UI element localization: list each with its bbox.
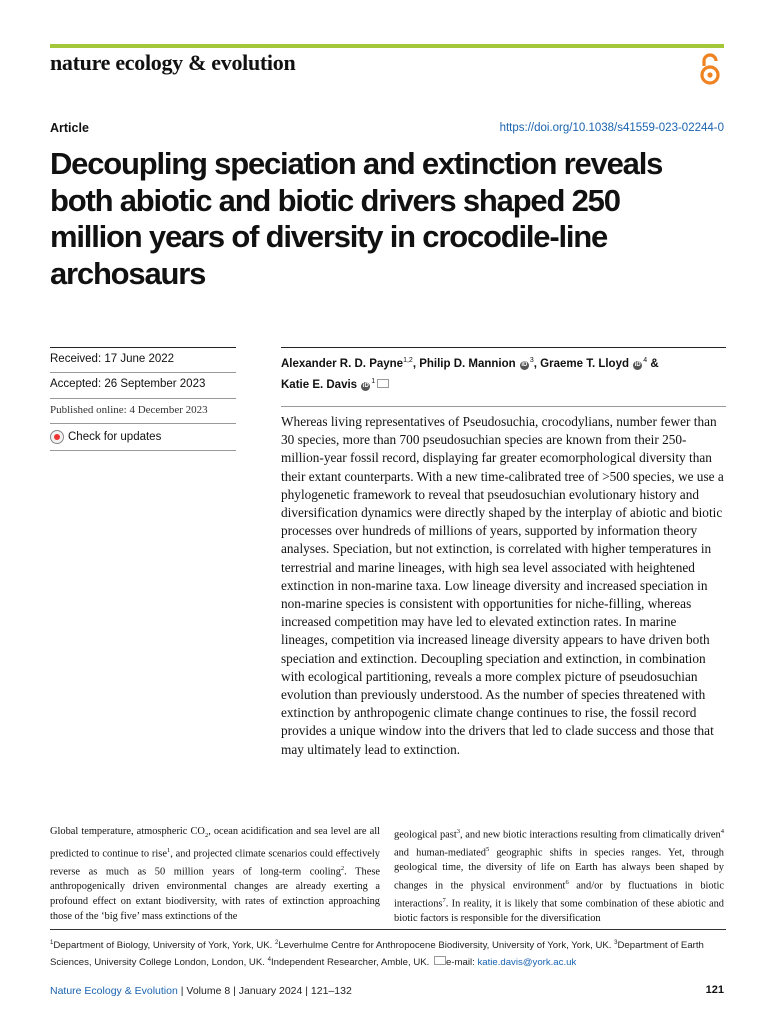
author-list: Alexander R. D. Payne$^{1,2}$, Philip D. Mannion $iD^3$, Graeme T. Lloyd $iD^4$ & Katie E. Davis $iD^1$ xyxy=(281,357,659,391)
meta-divider xyxy=(50,398,236,399)
doi-link[interactable]: https://doi.org/10.1038/s41559-023-02244-0 xyxy=(499,122,724,134)
open-access-icon xyxy=(699,52,721,86)
orcid-icon[interactable]: iD xyxy=(362,382,369,389)
authors-bottom-rule xyxy=(281,406,726,407)
meta-bottom-rule xyxy=(50,450,236,451)
meta-divider xyxy=(50,372,236,373)
page-footer xyxy=(50,985,352,997)
author-name[interactable]: Katie E. Davis xyxy=(281,378,358,391)
header-accent-bar xyxy=(50,44,724,48)
author-name[interactable]: Alexander R. D. Payne xyxy=(281,357,404,370)
email-icon[interactable] xyxy=(377,379,389,388)
check-for-updates-button[interactable] xyxy=(50,430,236,444)
footer-journal[interactable]: Nature Ecology & Evolution xyxy=(50,985,178,997)
published-date: Published online: 4 December 2023 xyxy=(50,404,208,416)
footer-details: | Volume 8 | January 2024 | 121–132 xyxy=(177,985,352,997)
email-link[interactable]: katie.davis@york.ac.uk xyxy=(477,957,577,969)
check-updates-label: Check for updates xyxy=(68,431,162,443)
authors-top-rule xyxy=(281,347,726,348)
abstract: Whereas living representatives of Pseudosuchia, crocodylians, number fewer than 30 species, more than 700 pseudosuchian species are known from their 250-million-year fossil record, displaying far greater ecomorphological diversity than their extant counterparts. With a new time-calibrated tree of >500 species, we use a phylogenetic framework to reveal that pseudosuchian evolutionary history and diversification dynamics were directly shaped by the interplay of abiotic and biotic processes over hundreds of millions of years, supported by information theory analyses. Speciation, but not extinction, is correlated with higher temperatures in terrestrial and marine lineages, with high sea level associated with heightened extinction in non-marine taxa. Low lineage diversity and increased speciation in non-marine species is consistent with opportunities for niche-filling, whereas increased competition may have led to elevated extinction rates. In marine lineages, competition via increased lineage diversity appears to have driven both speciation and extinction. Decoupling speciation and extinction, in combination with ecological partitioning, reveals a more complex picture of pseudosuchian evolution than previously understood. As the number of species threatened with extinction by anthropogenic climate change continues to rise, the fossil record provides a unique window into the drivers that led to clade success and those that may ultimately lead to extinction. xyxy=(281,414,724,757)
orcid-icon[interactable]: iD xyxy=(634,361,641,368)
page-number: 121 xyxy=(705,984,724,996)
author-name[interactable]: Philip D. Mannion xyxy=(419,357,516,370)
body-column-right: geological past$^3$, and new biotic interactions resulting from climatically driven$^4$ and human-mediated$^5$ geographic shifts in species ranges. Yet, through geological time, the diversity of life on Earth has always been shaped by changes in the physical environment$^6$ and/or by fluctuations in biotic interactions$^7$. In reality, it is likely that some combination of these abiotic and biotic factors is responsible for the diversification xyxy=(394,828,724,925)
affiliations: $^1$Department of Biology, University of York, York, UK. $^2$Leverhulme Centre for Anthropocene Biodiversity, University of York, York, UK. $^3$Department of Earth Sciences, University College London, London, UK. $^4$Independent Researcher, Amble, UK. e-mail: katie.davis@york.ac.uk xyxy=(50,940,704,969)
footnote-rule xyxy=(50,929,726,930)
journal-name: nature ecology & evolution xyxy=(50,50,296,75)
meta-divider xyxy=(50,423,236,424)
body-column-left: Global temperature, atmospheric $CO_2$, ocean acidification and sea level are all predicted to continue to rise$^1$, and projected climate scenarios could effectively reverse as much as 50 million years of long-term cooling$^2$. These anthropogenically driven environmental changes are already exerting a profound effect on extant biodiversity, with rates of extinction approaching those of the ‘big five’ mass extinctions of the xyxy=(50,826,380,922)
check-updates-icon xyxy=(50,430,64,444)
author-name[interactable]: Graeme T. Lloyd xyxy=(540,357,630,370)
article-type: Article xyxy=(50,121,89,135)
received-date: Received: 17 June 2022 xyxy=(50,353,175,365)
orcid-icon[interactable]: iD xyxy=(521,361,528,368)
article-title: Decoupling speciation and extinction reveals both abiotic and biotic drivers shaped 250 million years of diversity in crocodile-line archosaurs xyxy=(50,146,663,291)
accepted-date: Accepted: 26 September 2023 xyxy=(50,378,206,390)
meta-top-rule xyxy=(50,347,236,348)
email-icon xyxy=(434,956,446,965)
